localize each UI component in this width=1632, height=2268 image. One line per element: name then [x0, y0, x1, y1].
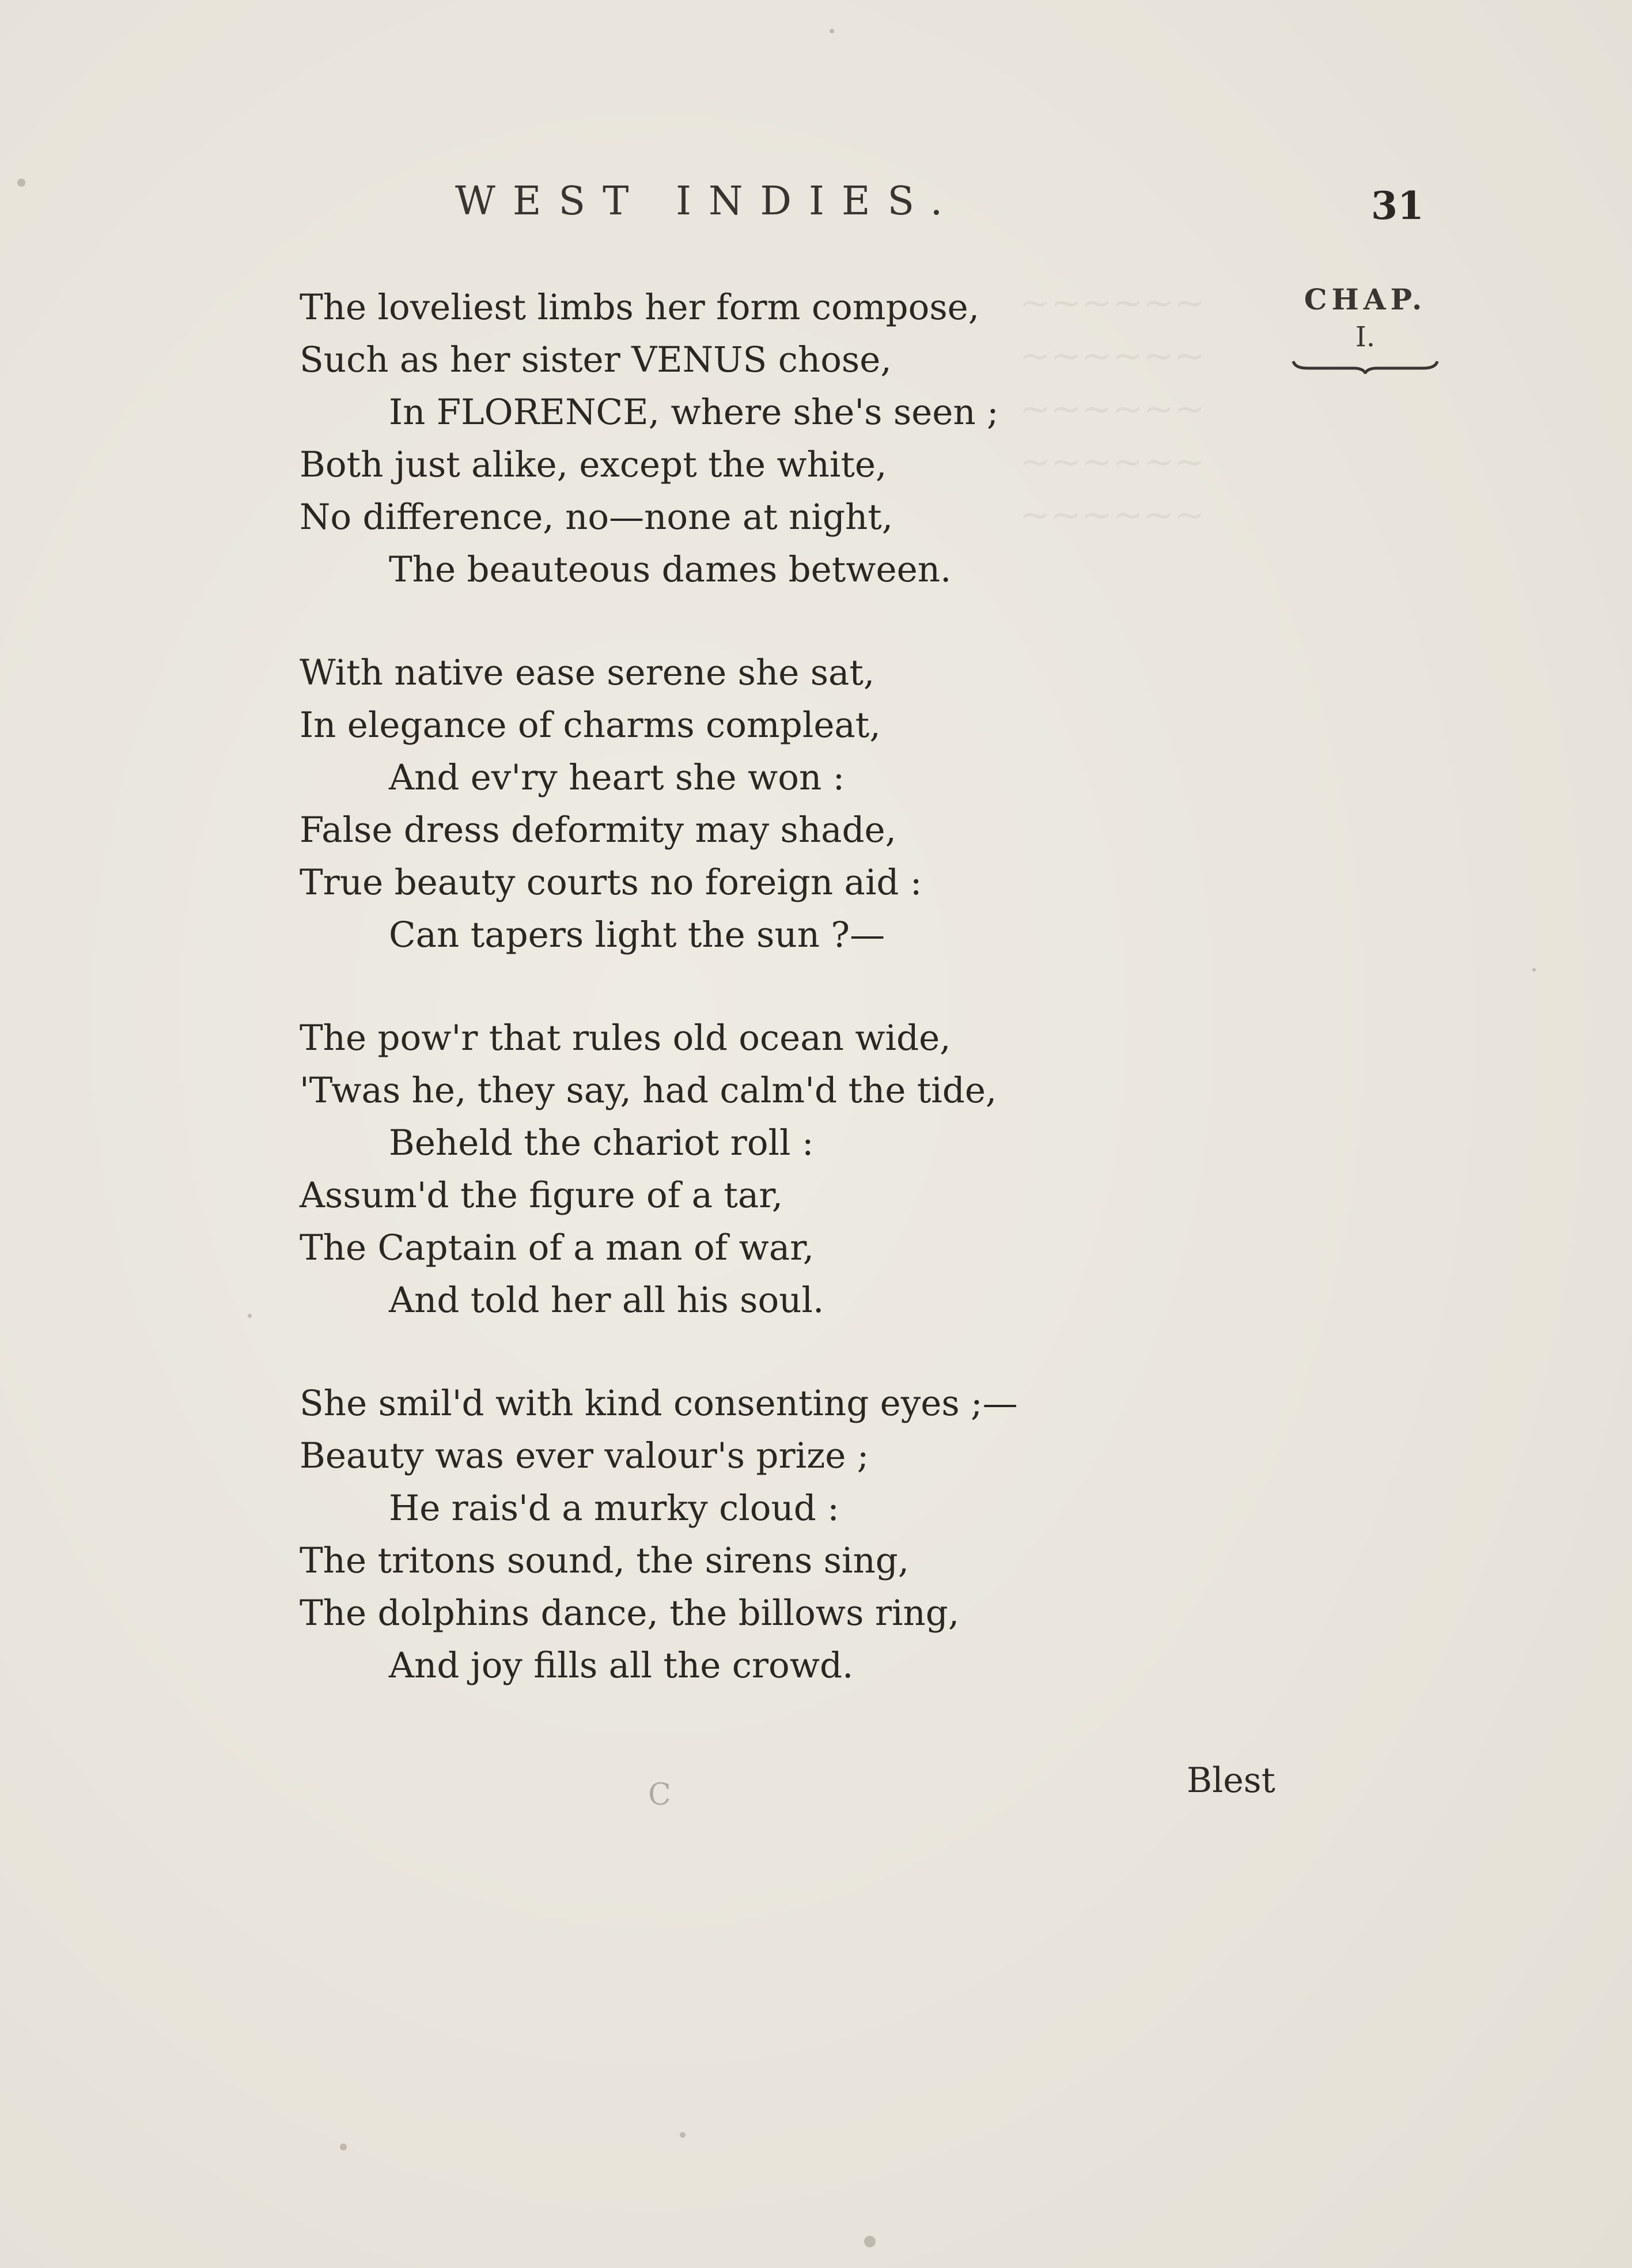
poem-line: The tritons sound, the sirens sing,	[300, 1540, 910, 1581]
bleed-through-text: ~~~~~~ ~~~~~~ ~~~~~~ ~~~~~~ ~~~~~~	[1020, 282, 1205, 536]
paper-speck	[17, 179, 25, 187]
chapter-number: I.	[1355, 321, 1376, 353]
poem-line: And told her all his soul.	[389, 1280, 824, 1321]
poem-line: The dolphins dance, the billows ring,	[300, 1593, 960, 1634]
poem-line: Beauty was ever valour's prize ;	[300, 1435, 869, 1476]
poem	[300, 281, 1106, 1742]
poem-line: The pow'r that rules old ocean wide,	[300, 1018, 951, 1059]
catchword: Blest	[1187, 1760, 1275, 1801]
stanza	[300, 1012, 1106, 1326]
poem-line: 'Twas he, they say, had calm'd the tide,	[300, 1070, 997, 1111]
poem-line: He rais'd a murky cloud :	[389, 1488, 839, 1529]
poem-line: True beauty courts no foreign aid :	[300, 862, 922, 903]
poem-line: Such as her sister VENUS chose,	[300, 339, 892, 380]
paper-speck	[248, 1314, 252, 1318]
page-number: 31	[1371, 183, 1424, 228]
signature-mark: C	[648, 1778, 671, 1812]
poem-line: No difference, no—none at night,	[300, 497, 893, 538]
paper-speck	[1532, 968, 1536, 972]
poem-line: Can tapers light the sun ?—	[389, 914, 885, 955]
paper-speck	[680, 2132, 686, 2138]
paper-speck	[340, 2144, 347, 2150]
chapter-label: CHAP.	[1304, 282, 1427, 316]
poem-line: False dress deformity may shade,	[300, 810, 897, 850]
stanza	[300, 647, 1106, 961]
poem-line: In elegance of charms compleat,	[300, 705, 881, 746]
poem-line: And ev'ry heart she won :	[389, 757, 845, 798]
poem-line: And joy fills all the crowd.	[389, 1645, 854, 1686]
stanza	[300, 1377, 1106, 1692]
paper-speck	[864, 2236, 876, 2247]
chapter-marginal-note	[1282, 279, 1449, 374]
poem-line: Both just alike, except the white,	[300, 444, 887, 485]
poem-line: With native ease serene she sat,	[300, 652, 875, 693]
poem-line: The beauteous dames between.	[389, 549, 952, 590]
poem-line: Beheld the chariot roll :	[389, 1122, 814, 1163]
poem-line: Assum'd the figure of a tar,	[300, 1175, 783, 1216]
stanza	[300, 281, 1106, 596]
paper-speck	[830, 29, 834, 33]
running-title: WEST INDIES.	[455, 179, 960, 224]
poem-line: The Captain of a man of war,	[300, 1227, 815, 1268]
poem-line: The loveliest limbs her form compose,	[300, 287, 980, 328]
poem-line: In FLORENCE, where she's seen ;	[389, 392, 999, 433]
poem-line: She smil'd with kind consenting eyes ;—	[300, 1383, 1018, 1424]
brace-ornament-icon	[1290, 357, 1440, 374]
